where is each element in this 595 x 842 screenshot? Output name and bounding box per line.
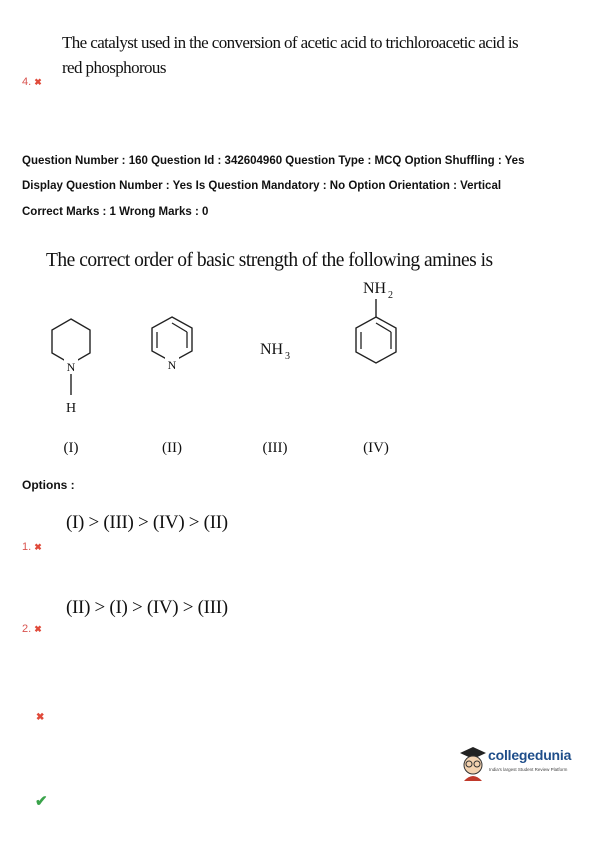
structure-label-iv: (IV) bbox=[363, 440, 389, 456]
collegedunia-logo bbox=[458, 745, 578, 785]
question-text: The correct order of basic strength of the following amines is bbox=[46, 250, 493, 271]
cross-icon: ✖ bbox=[34, 542, 42, 552]
logo-name: collegedunia bbox=[488, 747, 572, 763]
structure-i-piperidine bbox=[52, 319, 90, 416]
structure-ii-pyridine bbox=[152, 317, 192, 372]
option-2-marker bbox=[22, 623, 42, 635]
graduate-mascot-icon bbox=[458, 745, 488, 781]
structure-label-i: (I) bbox=[63, 440, 79, 456]
cross-icon: ✖ bbox=[34, 624, 42, 634]
option-2-text: (II) > (I) > (IV) > (III) bbox=[66, 597, 228, 618]
logo-tagline: India's largest Student Review Platform bbox=[489, 767, 568, 772]
structure-iv-formula: NH bbox=[363, 280, 387, 297]
question-meta-line-1: Question Number : 160 Question Id : 342604960 Question Type : MCQ Option Shuffling : Yes bbox=[22, 155, 525, 167]
option-number: 2. bbox=[22, 623, 32, 635]
structure-iii-subscript: 3 bbox=[285, 351, 290, 362]
check-icon: ✔ bbox=[35, 793, 48, 810]
structure-iv-aniline bbox=[356, 280, 396, 363]
previous-option-number bbox=[22, 76, 42, 88]
cross-icon: ✖ bbox=[34, 77, 42, 87]
question-meta-line-2: Display Question Number : Yes Is Question Mandatory : No Option Orientation : Vertical bbox=[22, 180, 502, 192]
options-label: Options : bbox=[22, 478, 75, 492]
option-1-marker bbox=[22, 541, 42, 553]
option-number: 4. bbox=[22, 76, 32, 88]
structure-label-iii: (III) bbox=[262, 440, 288, 456]
structure-iv-subscript: 2 bbox=[388, 290, 393, 301]
structure-ii-atom: N bbox=[167, 358, 177, 372]
amine-structures-figure bbox=[0, 270, 595, 470]
structure-iii-ammonia bbox=[260, 341, 290, 362]
structure-label-ii: (II) bbox=[162, 440, 182, 456]
structure-i-hydrogen: H bbox=[65, 401, 77, 416]
option-1-text: (I) > (III) > (IV) > (II) bbox=[66, 512, 228, 533]
structure-iii-formula: NH bbox=[260, 341, 284, 358]
option-number: 1. bbox=[22, 541, 32, 553]
previous-option-text: The catalyst used in the conversion of acetic acid to trichloroacetic acid is red phosphorous bbox=[62, 33, 519, 77]
question-meta-line-3: Correct Marks : 1 Wrong Marks : 0 bbox=[22, 206, 209, 218]
cross-icon: ✖ bbox=[36, 712, 45, 723]
structure-i-atom: N bbox=[66, 360, 76, 374]
